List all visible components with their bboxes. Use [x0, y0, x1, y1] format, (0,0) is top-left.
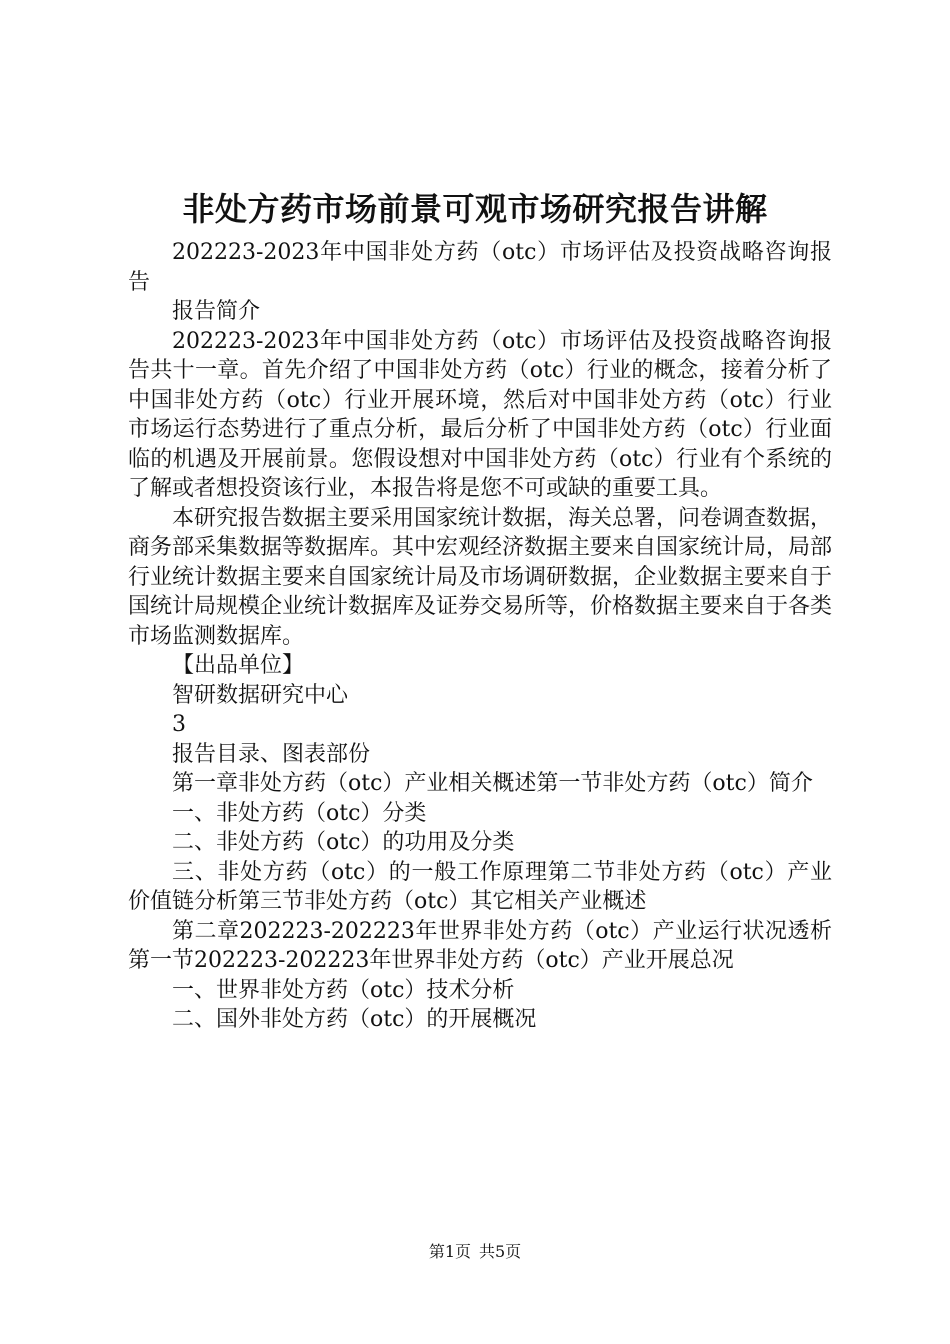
- number-line: 3: [172, 712, 186, 737]
- publisher-name: 智研数据研究中心: [172, 682, 349, 708]
- data-source-paragraph: 本研究报告数据主要采用国家统计数据，海关总署，问卷调查数据，商务部采集数据等数据库。其中宏观经济数据主要来自国家统计局，局部行业统计数据主要来自国家统计局及市场调研数据，企业数据主要来自于国统计局规模企业统计数据库及证券交易所等，价格数据主要来自于各类市场监测数据库。: [128, 505, 833, 649]
- toc-item: 二、国外非处方药（otc）的开展概况: [172, 1007, 537, 1032]
- page-number: 第1页: [428, 1242, 471, 1261]
- intro-paragraph: 202223-2023年中国非处方药（otc）市场评估及投资战略咨询报告共十一章。首先介绍了中国非处方药（otc）行业的概念，接着分析了中国非处方药（otc）行业开展环境，然后对中国非处方药（otc）行业市场运行态势进行了重点分析，最后分析了中国非处方药（otc）行业面临的机遇及开展前景。您假设想对中国非处方药（otc）行业有个系统的了解或者想投资该行业，本报告将是您不可或缺的重要工具。: [128, 328, 832, 501]
- toc-heading: 报告目录、图表部份: [172, 741, 371, 767]
- intro-heading: 报告简介: [172, 299, 261, 324]
- toc-item: 一、世界非处方药（otc）技术分析: [172, 977, 515, 1003]
- toc-item: 二、非处方药（otc）的功用及分类: [172, 830, 515, 855]
- report-name-paragraph: 202223-2023年中国非处方药（otc）市场评估及投资战略咨询报告: [128, 240, 832, 295]
- toc-item: 三、非处方药（otc）的一般工作原理第二节非处方药（otc）产业价值链分析第三节非处方药（otc）其它相关产业概述: [128, 859, 832, 914]
- document-body: [128, 238, 832, 1035]
- toc-item: 一、非处方药（otc）分类: [172, 800, 427, 826]
- document-title: 非处方药市场前景可观市场研究报告讲解: [182, 190, 768, 228]
- page-total: 共5页: [479, 1242, 522, 1261]
- page-footer: [0, 1240, 950, 1264]
- toc-chapter-2: 第二章202223-202223年世界非处方药（otc）产业运行状况透析第一节202223-202223年世界非处方药（otc）产业开展总况: [128, 918, 832, 973]
- publisher-heading: 【出品单位】: [172, 653, 305, 678]
- toc-chapter-1: 第一章非处方药（otc）产业相关概述第一节非处方药（otc）简介: [172, 771, 813, 796]
